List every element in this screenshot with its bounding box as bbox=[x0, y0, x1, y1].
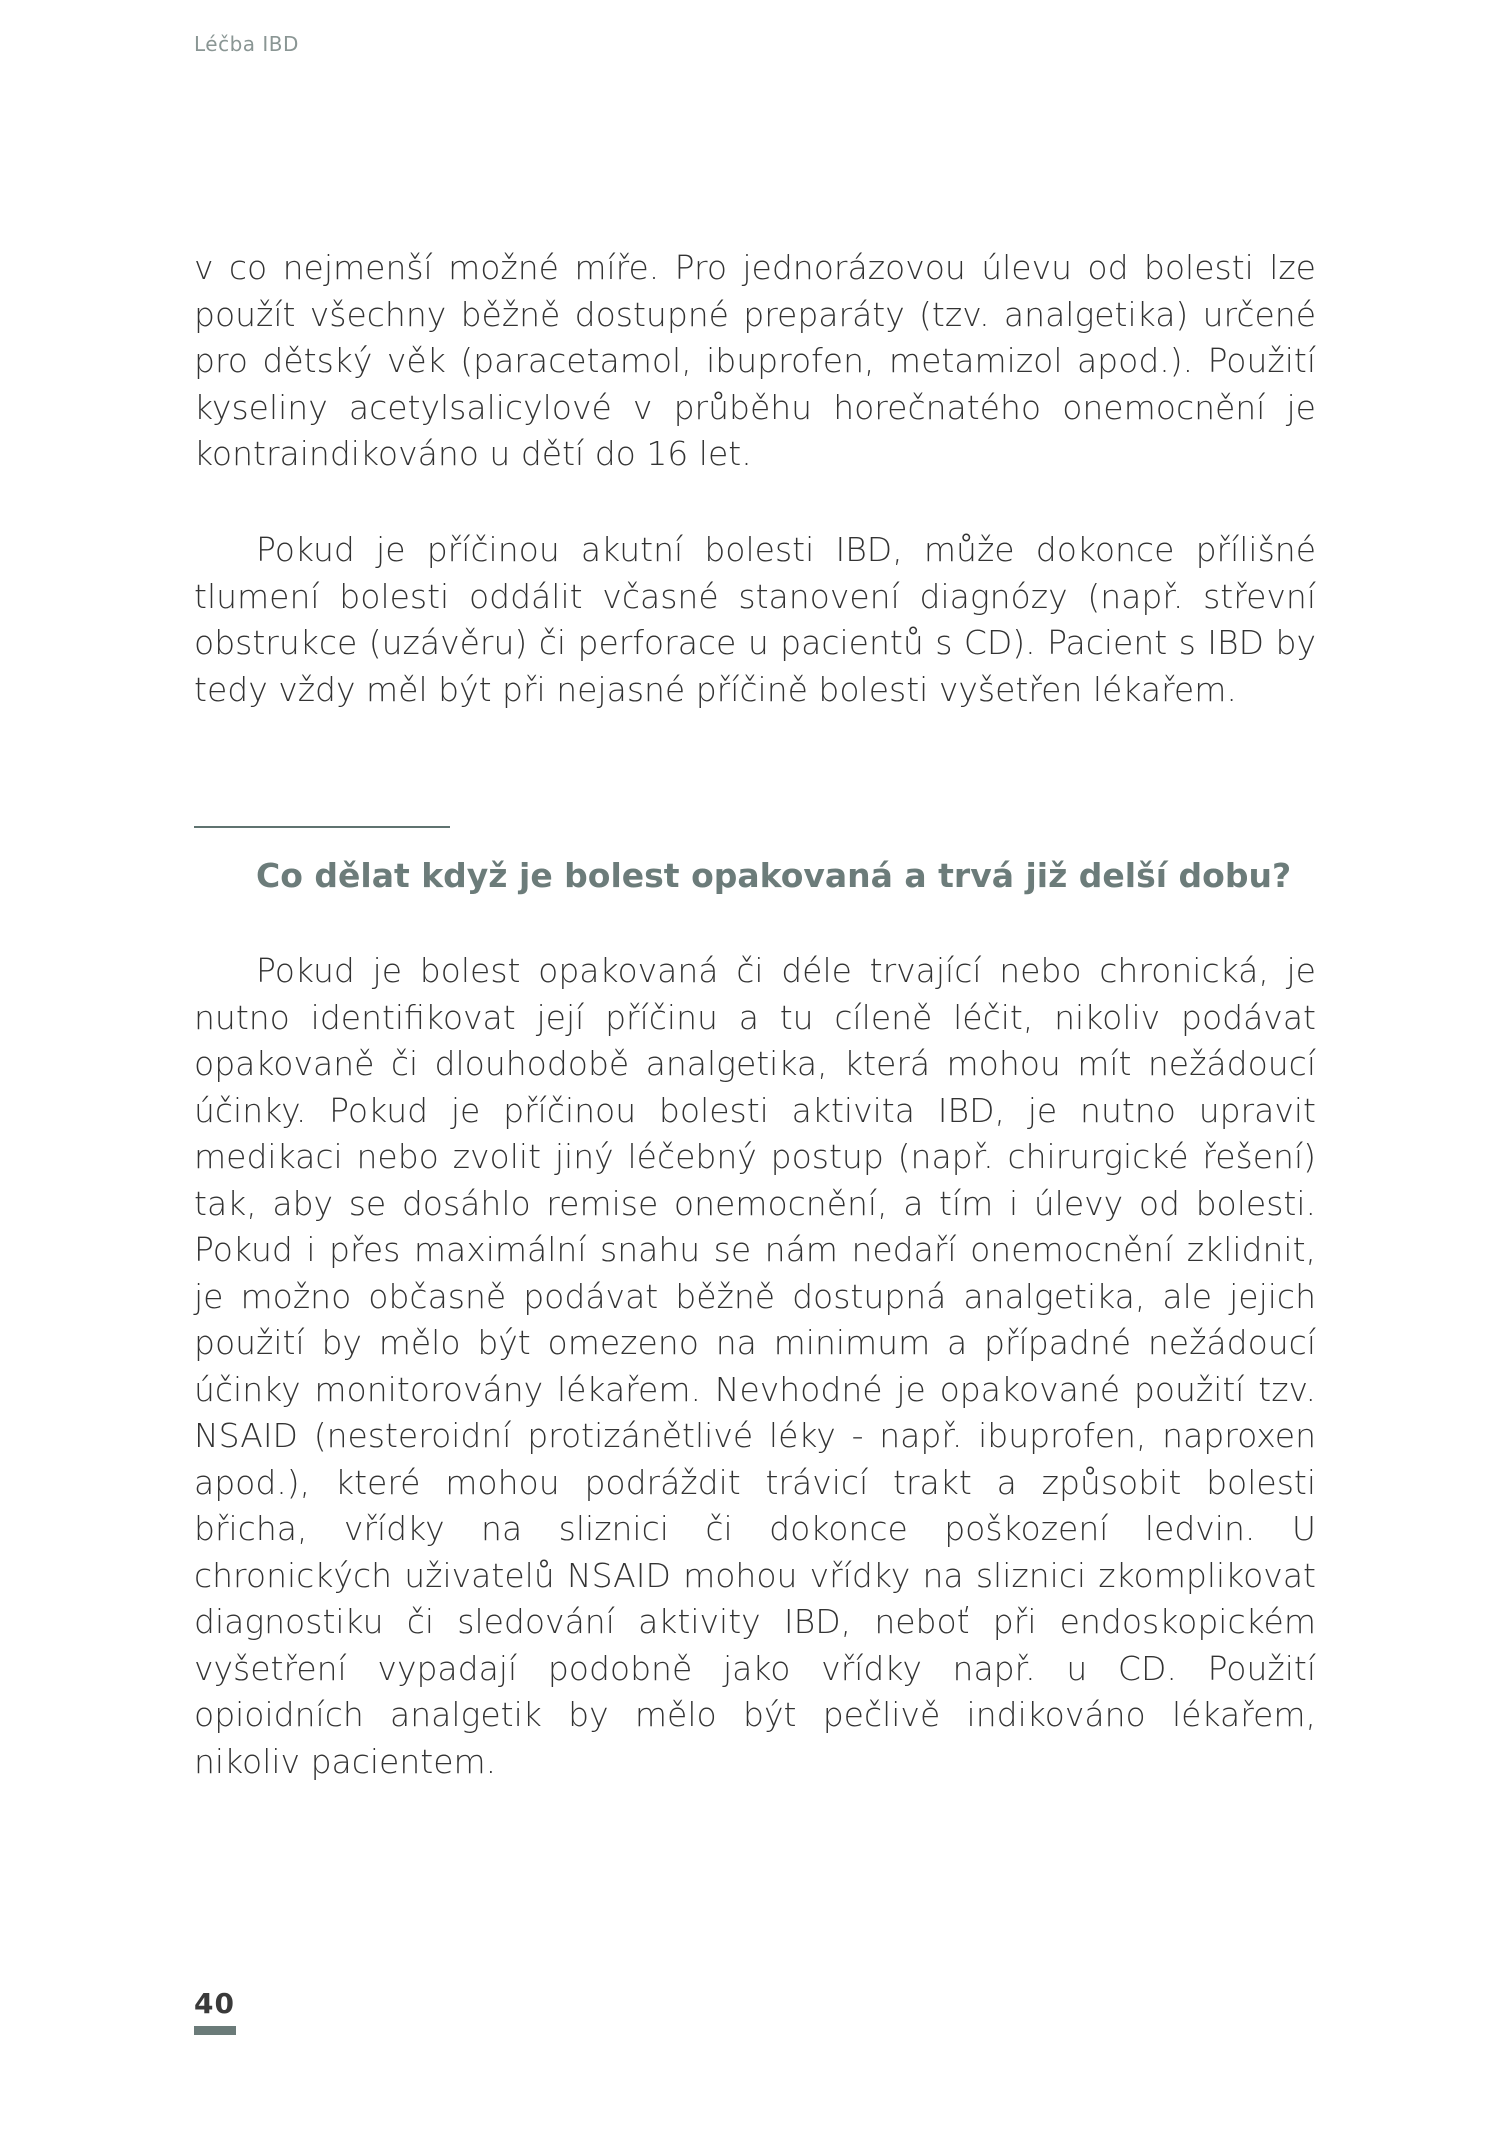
body-paragraph-3: Pokud je bolest opakovaná či déle trvající nebo chronická, je nutno identifikovat její příčinu a tu cíleně léčit, nikoliv podávat opakovaně či dlouhodobě analgetika, která mohou mít nežádoucí účinky. Pokud je příčinou bolesti aktivita IBD, je nutno upravit medikaci nebo zvolit jiný léčebný postup (např. chirurgické řešení) tak, aby se dosáhlo remise onemocnění, a tím i úlevy od bolesti. Pokud i přes maximální snahu se nám nedaří onemocnění zklidnit, je možno občasně podávat běžně dostupná analgetika, ale jejich použití by mělo být omezeno na minimum a případné nežádoucí účinky monitorovány lékařem. Nevhodné je opakované použití tzv. NSAID (nesteroidní protizánětlivé léky - např. ibuprofen, naproxen apod.), které mohou podráždit trávicí trakt a způsobit bolesti břicha, vřídky na sliznici či dokonce poškození ledvin. U chronických uživatelů NSAID mohou vřídky na sliznici zkomplikovat diagnostiku či sledování aktivity IBD, neboť při endoskopickém vyšetření vypadají podobně jako vřídky např. u CD. Použití opioidních analgetik by mělo být pečlivě indikováno lékařem, nikoliv pacientem. bbox=[194, 951, 1316, 1781]
page-number-accent-bar bbox=[194, 2026, 236, 2035]
body-paragraph-1: v co nejmenší možné míře. Pro jednorázovou úlevu od bolesti lze použít všechny běžně dostupné preparáty (tzv. analgetika) určené pro dětský věk (paracetamol, ibuprofen, metamizol apod.). Použití kyseliny acetylsalicylové v průběhu horečnatého onemocnění je kontraindikováno u dětí do 16 let. bbox=[194, 248, 1316, 473]
section-heading: Co dělat když je bolest opakovaná a trvá již delší dobu? bbox=[256, 856, 1292, 895]
running-header: Léčba IBD bbox=[194, 32, 299, 56]
body-paragraph-2: Pokud je příčinou akutní bolesti IBD, může dokonce přílišné tlumení bolesti oddálit včasné stanovení diagnózy (např. střevní obstrukce (uzávěru) či perforace u pacientů s CD). Pacient s IBD by tedy vždy měl být při nejasné příčině bolesti vyšetřen lékařem. bbox=[194, 530, 1316, 709]
page-number: 40 bbox=[194, 1987, 235, 2020]
section-divider bbox=[194, 826, 450, 828]
